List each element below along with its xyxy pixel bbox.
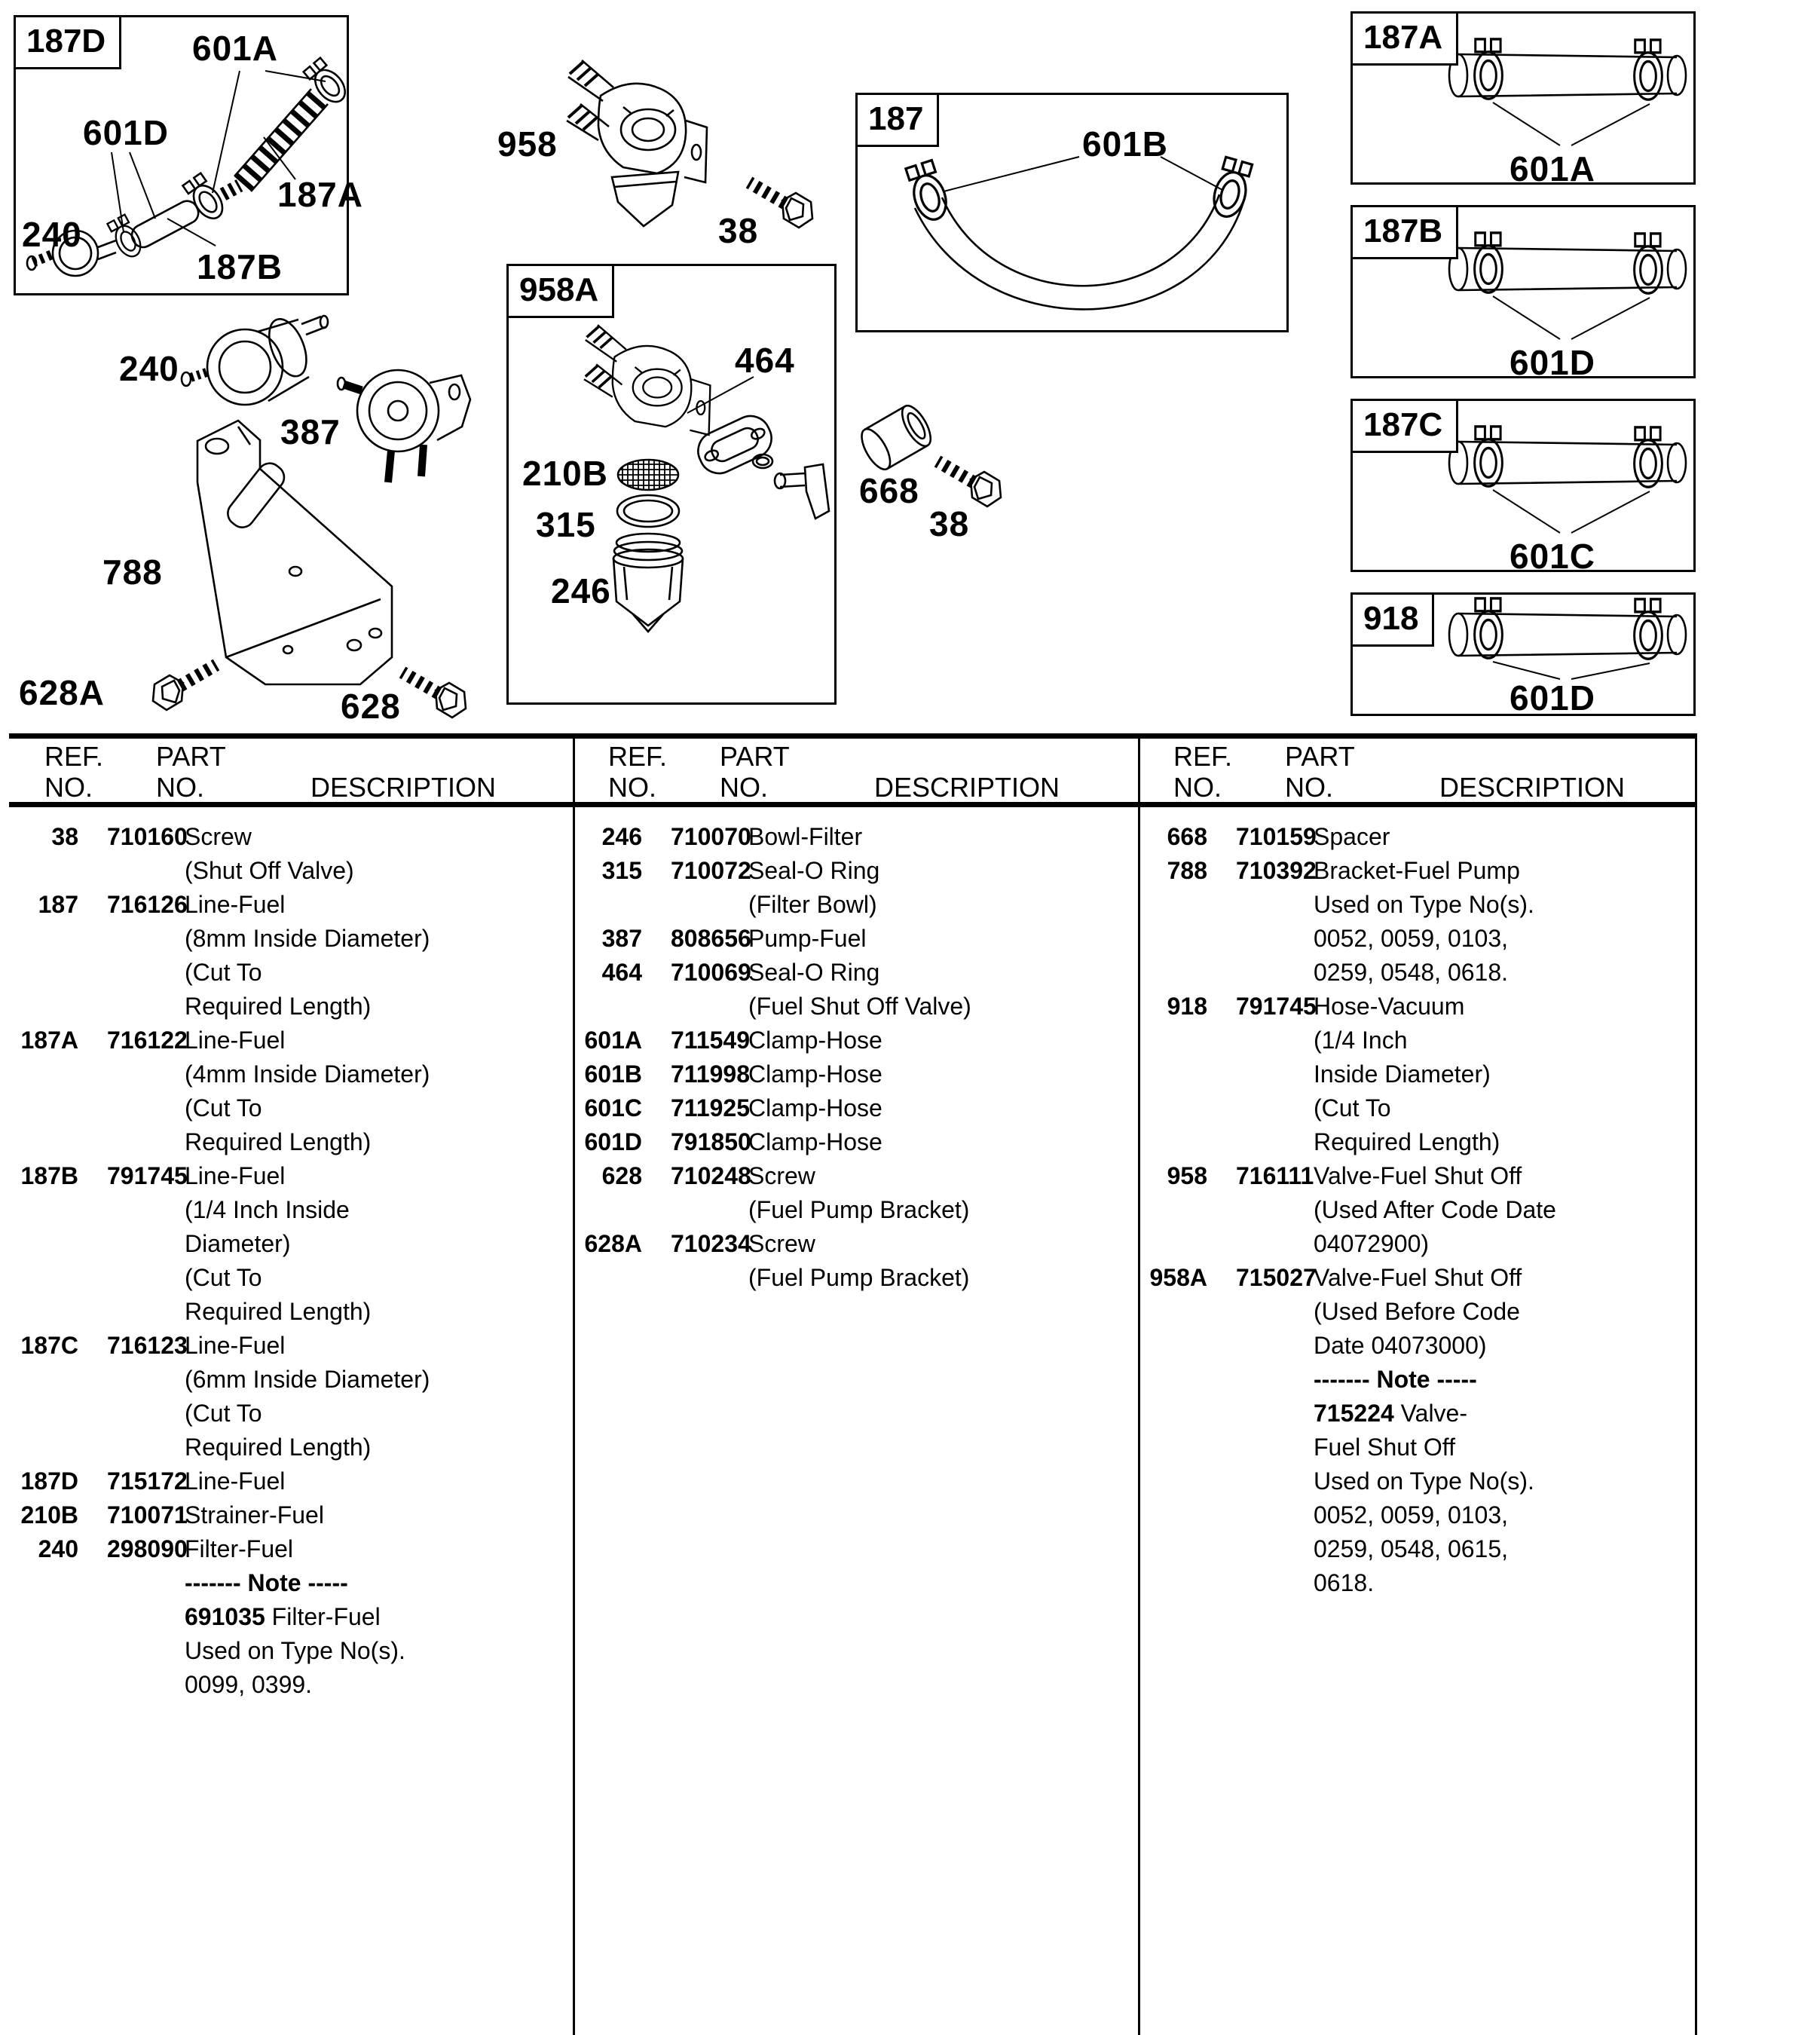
callout-601d-bottom: 601D — [1510, 678, 1595, 718]
description-cell — [1314, 1159, 1692, 1261]
description-line: (Fuel Pump Bracket) — [748, 1196, 970, 1223]
parts-column-2 — [573, 820, 1130, 1295]
description-line: (Fuel Pump Bracket) — [748, 1264, 970, 1291]
table-row — [573, 1227, 1130, 1295]
description-line: (Cut To — [185, 1094, 262, 1122]
callout-246: 246 — [551, 571, 611, 610]
table-row — [1138, 990, 1692, 1159]
description-cell — [748, 956, 1130, 1024]
table-row — [9, 1532, 567, 1702]
part-no-cell: 710159 — [1236, 823, 1317, 850]
ref-no-cell: 958 — [1167, 1162, 1207, 1189]
callout-601a-right: 601A — [1510, 149, 1595, 188]
table-row — [573, 854, 1130, 922]
description-line: Strainer-Fuel — [185, 1501, 324, 1529]
callout-628a: 628A — [19, 673, 105, 712]
callout-240: 240 — [22, 215, 82, 254]
description-cell — [748, 854, 1130, 922]
description-line: 0618. — [1314, 1569, 1375, 1596]
part-no-cell: 710392 — [1236, 857, 1317, 884]
description-cell — [748, 1125, 1130, 1159]
description-cell — [185, 820, 567, 888]
description-cell — [748, 922, 1130, 956]
description-line: (1/4 Inch Inside — [185, 1196, 350, 1223]
description-line: Required Length) — [185, 993, 372, 1020]
description-line: Screw — [748, 1162, 815, 1189]
ref-no-cell: 187 — [38, 891, 78, 918]
description-cell — [748, 820, 1130, 854]
callout-958: 958 — [497, 124, 558, 164]
ref-no-cell: 210B — [20, 1501, 78, 1529]
description-line: 0259, 0548, 0618. — [1314, 959, 1509, 986]
ref-no-cell: 958A — [1149, 1264, 1207, 1291]
table-row — [573, 922, 1130, 956]
fuel-pump-drawing — [338, 370, 470, 482]
description-line: Line-Fuel — [185, 1332, 286, 1359]
inset-box-187b — [1350, 205, 1696, 382]
description-line: (Cut To — [185, 1264, 262, 1291]
header-desc-col2: DESCRIPTION — [874, 772, 1060, 803]
description-line: Required Length) — [185, 1434, 372, 1461]
ref-no-cell: 601A — [584, 1027, 642, 1054]
description-cell — [748, 1227, 1130, 1295]
description-line: (8mm Inside Diameter) — [185, 925, 430, 952]
description-line: Line-Fuel — [185, 1162, 286, 1189]
description-cell — [185, 1159, 567, 1329]
description-line: Required Length) — [185, 1298, 372, 1325]
description-line: Inside Diameter) — [1314, 1060, 1491, 1088]
part-no-cell: 711998 — [671, 1060, 751, 1088]
header-ref-col1: REF. NO. — [44, 741, 104, 803]
description-line: ------- Note ----- — [1314, 1366, 1477, 1393]
callout-601d-right: 601D — [1510, 343, 1595, 382]
ref-no-cell: 601B — [584, 1060, 642, 1088]
description-line: (Filter Bowl) — [748, 891, 877, 918]
description-line: Bracket-Fuel Pump — [1314, 857, 1520, 884]
ref-no-cell: 601C — [584, 1094, 642, 1122]
header-part-col2: PART NO. — [720, 741, 790, 803]
callout-315: 315 — [536, 505, 596, 544]
table-row — [573, 820, 1130, 854]
inset-tag-187c: 187C — [1353, 401, 1458, 453]
description-line: Used on Type No(s). — [1314, 891, 1534, 918]
description-line: Seal-O Ring — [748, 959, 880, 986]
part-no-cell: 710071 — [107, 1501, 188, 1529]
screw-38-top-icon — [749, 182, 812, 228]
description-line: Required Length) — [1314, 1128, 1500, 1155]
part-no-cell: 710069 — [671, 959, 751, 986]
callout-601c-right: 601C — [1510, 537, 1595, 576]
description-line: (4mm Inside Diameter) — [185, 1060, 430, 1088]
table-row — [9, 888, 567, 1024]
description-line: Line-Fuel — [185, 1027, 286, 1054]
inset-box-958a — [506, 264, 837, 705]
ref-no-cell: 628 — [601, 1162, 642, 1189]
description-line: Date 04073000) — [1314, 1332, 1487, 1359]
description-line: Clamp-Hose — [748, 1027, 882, 1054]
description-cell — [185, 1498, 567, 1532]
description-line: Clamp-Hose — [748, 1128, 882, 1155]
header-part-col1: PART NO. — [156, 741, 226, 803]
callout-668: 668 — [859, 471, 919, 510]
table-row — [9, 820, 567, 888]
description-line: Seal-O Ring — [748, 857, 880, 884]
header-part-col3: PART NO. — [1285, 741, 1355, 803]
table-row — [1138, 820, 1692, 854]
ref-no-cell: 315 — [601, 857, 642, 884]
description-line: Hose-Vacuum — [1314, 993, 1465, 1020]
part-no-cell: 808656 — [671, 925, 751, 952]
description-cell — [1314, 854, 1692, 990]
table-row — [9, 1024, 567, 1159]
screw-628a-icon — [153, 665, 216, 710]
description-line: (1/4 Inch — [1314, 1027, 1408, 1054]
fuel-pump-bracket-drawing — [197, 421, 392, 684]
ref-no-cell: 601D — [584, 1128, 642, 1155]
ref-no-cell: 187B — [20, 1162, 78, 1189]
description-cell — [185, 1329, 567, 1464]
table-right-border — [1695, 733, 1697, 2035]
table-row — [573, 1091, 1130, 1125]
description-line: 0052, 0059, 0103, — [1314, 1501, 1509, 1529]
table-row — [9, 1464, 567, 1498]
ref-no-cell: 240 — [38, 1535, 78, 1562]
callout-38-mid: 38 — [929, 504, 970, 543]
description-cell — [748, 1057, 1130, 1091]
description-line: Used on Type No(s). — [185, 1637, 405, 1664]
part-no-cell: 711925 — [671, 1094, 751, 1122]
part-no-cell: 716122 — [107, 1027, 188, 1054]
part-no-cell: 715172 — [107, 1467, 188, 1495]
inset-tag-918: 918 — [1353, 595, 1434, 647]
inset-tag-187a: 187A — [1353, 14, 1458, 66]
table-row — [573, 1024, 1130, 1057]
description-line: (Cut To — [1314, 1094, 1391, 1122]
ref-no-cell: 918 — [1167, 993, 1207, 1020]
description-line: (6mm Inside Diameter) — [185, 1366, 430, 1393]
part-no-cell: 716126 — [107, 891, 188, 918]
description-line: (Cut To — [185, 959, 262, 986]
part-no-cell: 715027 — [1236, 1264, 1317, 1291]
description-cell — [1314, 820, 1692, 854]
table-row — [1138, 854, 1692, 990]
description-cell — [185, 1532, 567, 1702]
part-no-cell: 791850 — [671, 1128, 751, 1155]
description-cell — [748, 1091, 1130, 1125]
inset-box-187a — [1350, 11, 1696, 188]
inset-tag-187: 187 — [858, 95, 939, 147]
header-desc-col3: DESCRIPTION — [1439, 772, 1626, 803]
description-line: Required Length) — [185, 1128, 372, 1155]
callout-601b: 601B — [1082, 124, 1168, 164]
description-cell — [185, 888, 567, 1024]
description-line: Line-Fuel — [185, 1467, 286, 1495]
inset-tag-187b: 187B — [1353, 207, 1458, 259]
description-line: 691035 Filter-Fuel — [185, 1603, 381, 1630]
part-no-cell: 711549 — [671, 1027, 751, 1054]
callout-387: 387 — [280, 412, 341, 451]
part-no-cell: 791745 — [1236, 993, 1317, 1020]
part-no-cell: 710160 — [107, 823, 188, 850]
description-cell — [748, 1159, 1130, 1227]
header-ref-col3: REF. NO. — [1173, 741, 1233, 803]
description-line: (Fuel Shut Off Valve) — [748, 993, 971, 1020]
fuel-filter-drawing — [182, 314, 328, 405]
description-line: Screw — [748, 1230, 815, 1257]
ref-no-cell: 38 — [51, 823, 78, 850]
valve-bowl-drawing — [612, 172, 678, 226]
inset-tag-187d: 187D — [16, 17, 121, 69]
part-no-cell: 710070 — [671, 823, 751, 850]
description-line: 0259, 0548, 0615, — [1314, 1535, 1509, 1562]
parts-column-1 — [9, 820, 567, 1702]
table-row — [573, 1125, 1130, 1159]
ref-no-cell: 187D — [20, 1467, 78, 1495]
part-no-cell: 710234 — [671, 1230, 751, 1257]
description-line: Spacer — [1314, 823, 1390, 850]
table-row — [573, 956, 1130, 1024]
table-row — [9, 1159, 567, 1329]
part-no-cell: 710072 — [671, 857, 751, 884]
description-line: 0099, 0399. — [185, 1671, 313, 1698]
callout-210b: 210B — [522, 454, 608, 493]
callout-628: 628 — [341, 687, 401, 726]
description-cell — [1314, 990, 1692, 1159]
header-ref-col2: REF. NO. — [608, 741, 668, 803]
part-no-cell: 791745 — [107, 1162, 188, 1189]
description-line: Used on Type No(s). — [1314, 1467, 1534, 1495]
inset-box-918 — [1350, 592, 1696, 716]
description-line: (Shut Off Valve) — [185, 857, 354, 884]
table-header-rule — [9, 802, 1697, 807]
ref-no-cell: 464 — [601, 959, 642, 986]
description-line: Screw — [185, 823, 252, 850]
description-cell — [748, 1024, 1130, 1057]
description-line: ------- Note ----- — [185, 1569, 348, 1596]
description-line: Bowl-Filter — [748, 823, 863, 850]
description-cell — [1314, 1261, 1692, 1600]
screw-628-icon — [402, 672, 466, 718]
description-line: 715224 Valve- — [1314, 1400, 1467, 1427]
description-line: Line-Fuel — [185, 891, 286, 918]
description-line: Valve-Fuel Shut Off — [1314, 1162, 1522, 1189]
parts-column-3 — [1138, 820, 1692, 1600]
callout-38-top: 38 — [718, 211, 759, 250]
inset-box-187c — [1350, 399, 1696, 576]
description-cell — [185, 1024, 567, 1159]
part-no-cell: 716111 — [1236, 1162, 1314, 1189]
description-line: Fuel Shut Off — [1314, 1434, 1455, 1461]
description-line: 0052, 0059, 0103, — [1314, 925, 1509, 952]
callout-187b: 187B — [197, 247, 283, 286]
ref-no-cell: 187A — [20, 1027, 78, 1054]
table-row — [1138, 1261, 1692, 1600]
table-row — [9, 1329, 567, 1464]
callout-187a: 187A — [277, 175, 363, 214]
spacer-drawing — [856, 402, 936, 474]
ref-no-cell: 668 — [1167, 823, 1207, 850]
callout-240-free: 240 — [119, 349, 179, 388]
inset-tag-958a: 958A — [509, 266, 614, 318]
callout-464: 464 — [735, 341, 795, 380]
description-line: (Used After Code Date — [1314, 1196, 1556, 1223]
ref-no-cell: 187C — [20, 1332, 78, 1359]
description-line: Valve-Fuel Shut Off — [1314, 1264, 1522, 1291]
callout-601d: 601D — [83, 113, 169, 152]
ref-no-cell: 628A — [584, 1230, 642, 1257]
header-desc-col1: DESCRIPTION — [310, 772, 497, 803]
description-line: Clamp-Hose — [748, 1060, 882, 1088]
table-row — [1138, 1159, 1692, 1261]
table-row — [573, 1057, 1130, 1091]
description-line: (Used Before Code — [1314, 1298, 1520, 1325]
fuel-shutoff-valve-958-drawing — [567, 60, 707, 182]
ref-no-cell: 246 — [601, 823, 642, 850]
part-no-cell: 716123 — [107, 1332, 188, 1359]
inset-box-187d — [14, 15, 363, 295]
screw-38-mid-icon — [938, 461, 1001, 506]
description-line: (Cut To — [185, 1400, 262, 1427]
description-line: Clamp-Hose — [748, 1094, 882, 1122]
part-no-cell: 710248 — [671, 1162, 751, 1189]
table-row — [573, 1159, 1130, 1227]
part-no-cell: 298090 — [107, 1535, 188, 1562]
callout-788: 788 — [102, 552, 163, 592]
inset-box-187 — [855, 93, 1289, 332]
description-line: Pump-Fuel — [748, 925, 867, 952]
description-line: Diameter) — [185, 1230, 291, 1257]
description-cell — [185, 1464, 567, 1498]
table-row — [9, 1498, 567, 1532]
table-top-rule — [9, 733, 1697, 739]
ref-no-cell: 788 — [1167, 857, 1207, 884]
description-line: 04072900) — [1314, 1230, 1430, 1257]
description-line: Filter-Fuel — [185, 1535, 294, 1562]
callout-601a: 601A — [192, 29, 278, 68]
ref-no-cell: 387 — [601, 925, 642, 952]
